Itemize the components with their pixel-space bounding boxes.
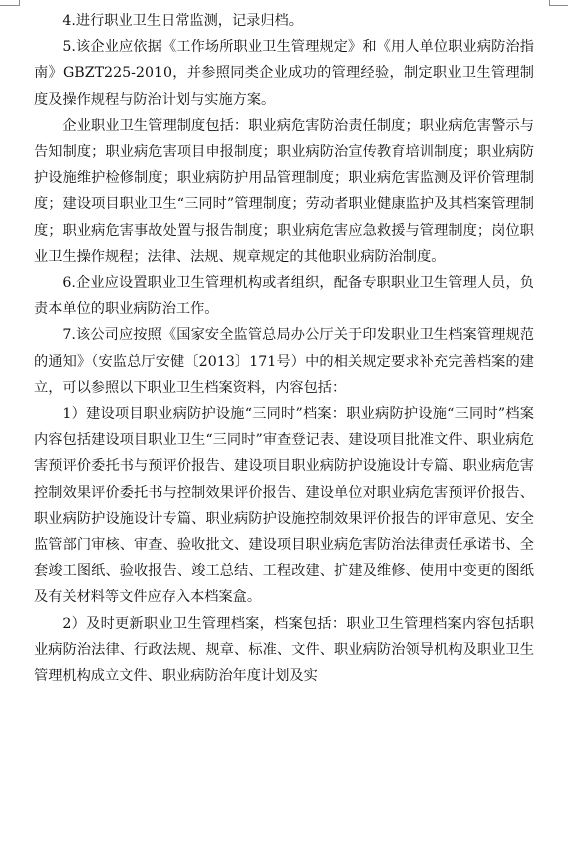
- paragraph-item-7-archives: 7.该公司应按照《国家安全监管总局办公厅关于印发职业卫生档案管理规范的通知》（安监总厅安健〔2013〕171号）中的相关规定要求补充完善档案的建立，可以参照以下职业卫生档案资料，内容包括：: [34, 327, 534, 396]
- paragraph-archive-2-management-archive: 2）及时更新职业卫生管理档案，档案包括：职业卫生管理档案内容包括职业病防治法律、行政法规、规章、标准、文件、职业病防治领导机构及职业卫生管理机构成立文件、职业病防治年度计划及实: [34, 615, 534, 685]
- crop-mark-top-right-vertical: [549, 0, 550, 6]
- document-page: [34, 8, 534, 689]
- crop-mark-top-left-vertical: [19, 0, 20, 6]
- paragraph-management-system-list: 企业职业卫生管理制度包括：职业病危害防治责任制度；职业病危害警示与告知制度；职业病危害项目申报制度；职业病防治宣传教育培训制度；职业病防护设施维护检修制度；职业病防护用品管理制度；职业病危害监测及评价管理制度；建设项目职业卫生“三同时”管理制度；劳动者职业健康监护及其档案管理制度；职业病危害事故处置与报告制度；职业病危害应急救援与管理制度；岗位职业卫生操作规程；法律、法规、规章规定的其他职业病防治制度。: [34, 117, 534, 265]
- paragraph-item-5-management-rules: 5.该企业应依据《工作场所职业卫生管理规定》和《用人单位职业病防治指南》GBZT225-2010，并参照同类企业成功的管理经验，制定职业卫生管理制度及操作规程与防治计划与实施方案。: [34, 39, 534, 108]
- crop-mark-top-left-horizontal: [0, 5, 19, 6]
- paragraph-item-6-organization: 6.企业应设置职业卫生管理机构或者组织，配备专职职业卫生管理人员，负责本单位的职业病防治工作。: [34, 275, 534, 318]
- crop-mark-top-right-horizontal: [549, 5, 568, 6]
- paragraph-archive-1-three-simultaneous: 1）建设项目职业病防护设施“三同时”档案：职业病防护设施“三同时”档案内容包括建设项目职业卫生“三同时”审查登记表、建设项目批准文件、职业病危害预评价委托书与预评价报告、建设项目职业病防护设施设计专篇、职业病危害控制效果评价委托书与控制效果评价报告、建设单位对职业病危害预评价报告、职业病防护设施设计专篇、职业病防护设施控制效果评价报告的评审意见、安全监管部门审核、审查、验收批文、建设项目职业病危害防治法律责任承诺书、全套竣工图纸、验收报告、竣工总结、工程改建、扩建及维修、使用中变更的图纸及有关材料等文件应存入本档案盒。: [34, 406, 534, 606]
- paragraph-item-4-monitoring: 4.进行职业卫生日常监测，记录归档。: [62, 13, 303, 29]
